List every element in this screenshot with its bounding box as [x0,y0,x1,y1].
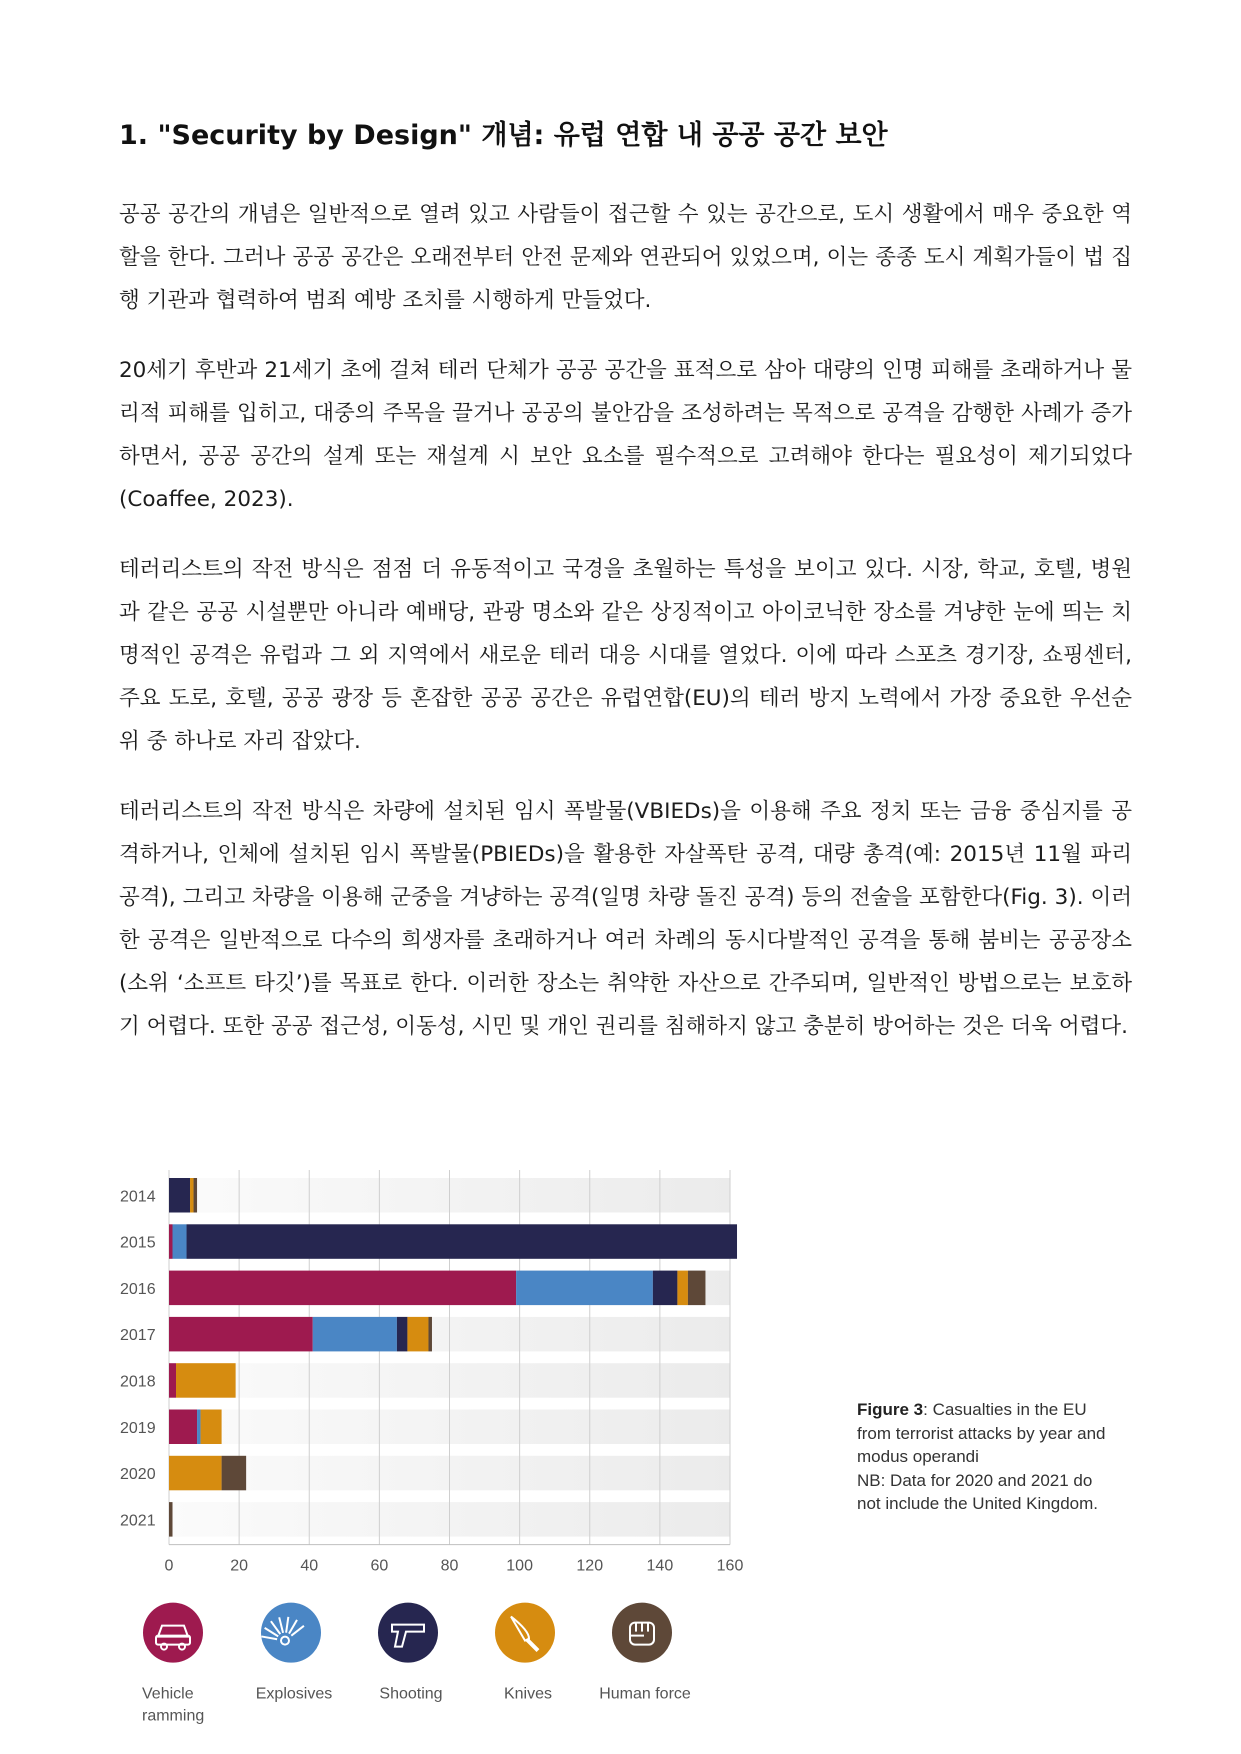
legend-knife-icon [495,1603,555,1663]
x-tick-label-140: 140 [646,1557,674,1575]
bar-2016-knives [677,1271,688,1306]
bar-2016-human-force [688,1271,706,1306]
x-tick-label-120: 120 [576,1557,604,1575]
x-tick-label-40: 40 [300,1557,319,1575]
y-tick-label-2016: 2016 [120,1280,156,1298]
x-tick-label-100: 100 [506,1557,533,1575]
legend-explosion-icon [261,1603,321,1663]
bar-2014-knives [190,1178,194,1213]
bar-2018-knives [176,1363,236,1398]
bar-2020-human-force [222,1456,247,1491]
paragraph-4: 테러리스트의 작전 방식은 차량에 설치된 임시 폭발물(VBIEDs)을 이용해 주요 정치 또는 금융 중심지를 공격하거나, 인체에 설치된 임시 폭발물(PBIEDs)을 활용한 자살폭탄 공격, 대량 총격(예: 2015년 11월 파리 공격), 그리고 차량을 이용해 군중을 겨냥하는 공격(일명 차량 돌진 공격) 등의 전술을 포함한다(Fig. 3). 이러한 공격은 일반적으로 다수의 희생자를 초래하거나 여러 차례의 동시다발적인 공격을 통해 붐비는 공공장소(소위 ‘소프트 타깃’)를 목표로 한다. 이러한 장소는 취약한 자산으로 간주되며, 일반적인 방법으로는 보호하기 어렵다. 또한 공공 접근성, 이동성, 시민 및 개인 권리를 침해하지 않고 충분히 방어하는 것은 더욱 어렵다. [119,799,1132,1039]
bar-2017-explosives [313,1317,397,1352]
caption-line-4: NB: Data for 2020 and 2021 do [857,1470,1093,1490]
y-tick-label-2021: 2021 [120,1512,156,1530]
bar-2015-shooting [187,1224,737,1259]
casualties-chart [120,1140,840,1725]
legend-label-3: Shooting [379,1685,443,1703]
caption-line-5: not include the United Kingdom. [857,1494,1098,1513]
caption-label: Figure 3 [857,1400,924,1419]
bar-2014-shooting [169,1178,190,1213]
bar-2017-knives [407,1317,428,1352]
legend-car-icon [143,1603,203,1663]
paragraph-3: 테러리스트의 작전 방식은 점점 더 유동적이고 국경을 초월하는 특성을 보이고 있다. 시장, 학교, 호텔, 병원과 같은 공공 시설뿐만 아니라 예배당, 관광 명소와 같은 상징적이고 아이코닉한 장소를 겨냥한 눈에 띄는 치명적인 공격은 유럽과 그 외 지역에서 새로운 테러 대응 시대를 열었다. 이에 따라 스포츠 경기장, 쇼핑센터, 주요 도로, 호텔, 공공 광장 등 혼잡한 공공 공간은 유럽연합(EU)의 테러 방지 노력에서 가장 중요한 우선순위 중 하나로 자리 잡았다. [119,557,1132,754]
legend-fist-icon [612,1603,672,1663]
bar-2019-knives [201,1410,222,1445]
section-heading: 1. "Security by Design" 개념: 유럽 연합 내 공공 공간 보안 [119,120,888,151]
x-tick-label-80: 80 [440,1557,459,1575]
chart-svg [120,1140,840,1725]
bar-2014-human-force [194,1178,198,1213]
legend-label-5: Human force [599,1685,691,1703]
bar-2015-vehicle-ramming [169,1224,173,1259]
y-tick-label-2019: 2019 [120,1419,156,1437]
bar-2016-shooting [653,1271,678,1306]
y-tick-label-2014: 2014 [120,1188,156,1206]
bar-2019-explosives [197,1410,201,1445]
x-tick-label-20: 20 [230,1557,249,1575]
legend-label-1: Vehicle [142,1685,194,1703]
bar-2020-knives [169,1456,222,1491]
caption-line-3: modus operandi [857,1447,979,1466]
bar-2018-vehicle-ramming [169,1363,176,1398]
bar-2016-vehicle-ramming [169,1271,516,1306]
bar-2019-vehicle-ramming [169,1410,197,1445]
x-tick-label-160: 160 [716,1557,744,1575]
y-tick-label-2018: 2018 [120,1373,156,1391]
figure-caption [857,1398,1127,1516]
bar-2017-shooting [397,1317,408,1352]
legend-label-2: Explosives [255,1685,333,1703]
y-tick-label-2017: 2017 [120,1327,156,1345]
x-tick-label-60: 60 [370,1557,389,1575]
bar-2017-vehicle-ramming [169,1317,313,1352]
x-tick-label-0: 0 [164,1557,174,1575]
legend-label-4: Knives [503,1685,553,1703]
bar-2017-human-force [428,1317,432,1352]
bar-2015-explosives [173,1224,187,1259]
bar-2021-human-force [169,1502,173,1537]
bar-2016-explosives [516,1271,653,1306]
y-tick-label-2015: 2015 [120,1234,156,1252]
paragraph-2: 20세기 후반과 21세기 초에 걸쳐 테러 단체가 공공 공간을 표적으로 삼아 대량의 인명 피해를 초래하거나 물리적 피해를 입히고, 대중의 주목을 끌거나 공공의 불안감을 조성하려는 목적으로 공격을 감행한 사례가 증가하면서, 공공 공간의 설계 또는 재설계 시 보안 요소를 필수적으로 고려해야 한다는 필요성이 제기되었다(Coaffee, 2023). [119,358,1132,512]
caption-line-1: : Casualties in the EU [923,1400,1087,1419]
caption-line-2: from terrorist attacks by year and [857,1423,1106,1443]
y-tick-label-2020: 2020 [120,1466,156,1484]
legend-label-1-line2: ramming [142,1707,205,1725]
paragraph-1: 공공 공간의 개념은 일반적으로 열려 있고 사람들이 접근할 수 있는 공간으로, 도시 생활에서 매우 중요한 역할을 한다. 그러나 공공 공간은 오래전부터 안전 문제와 연관되어 있었으며, 이는 종종 도시 계획가들이 법 집행 기관과 협력하여 범죄 예방 조치를 시행하게 만들었다. [119,202,1132,313]
